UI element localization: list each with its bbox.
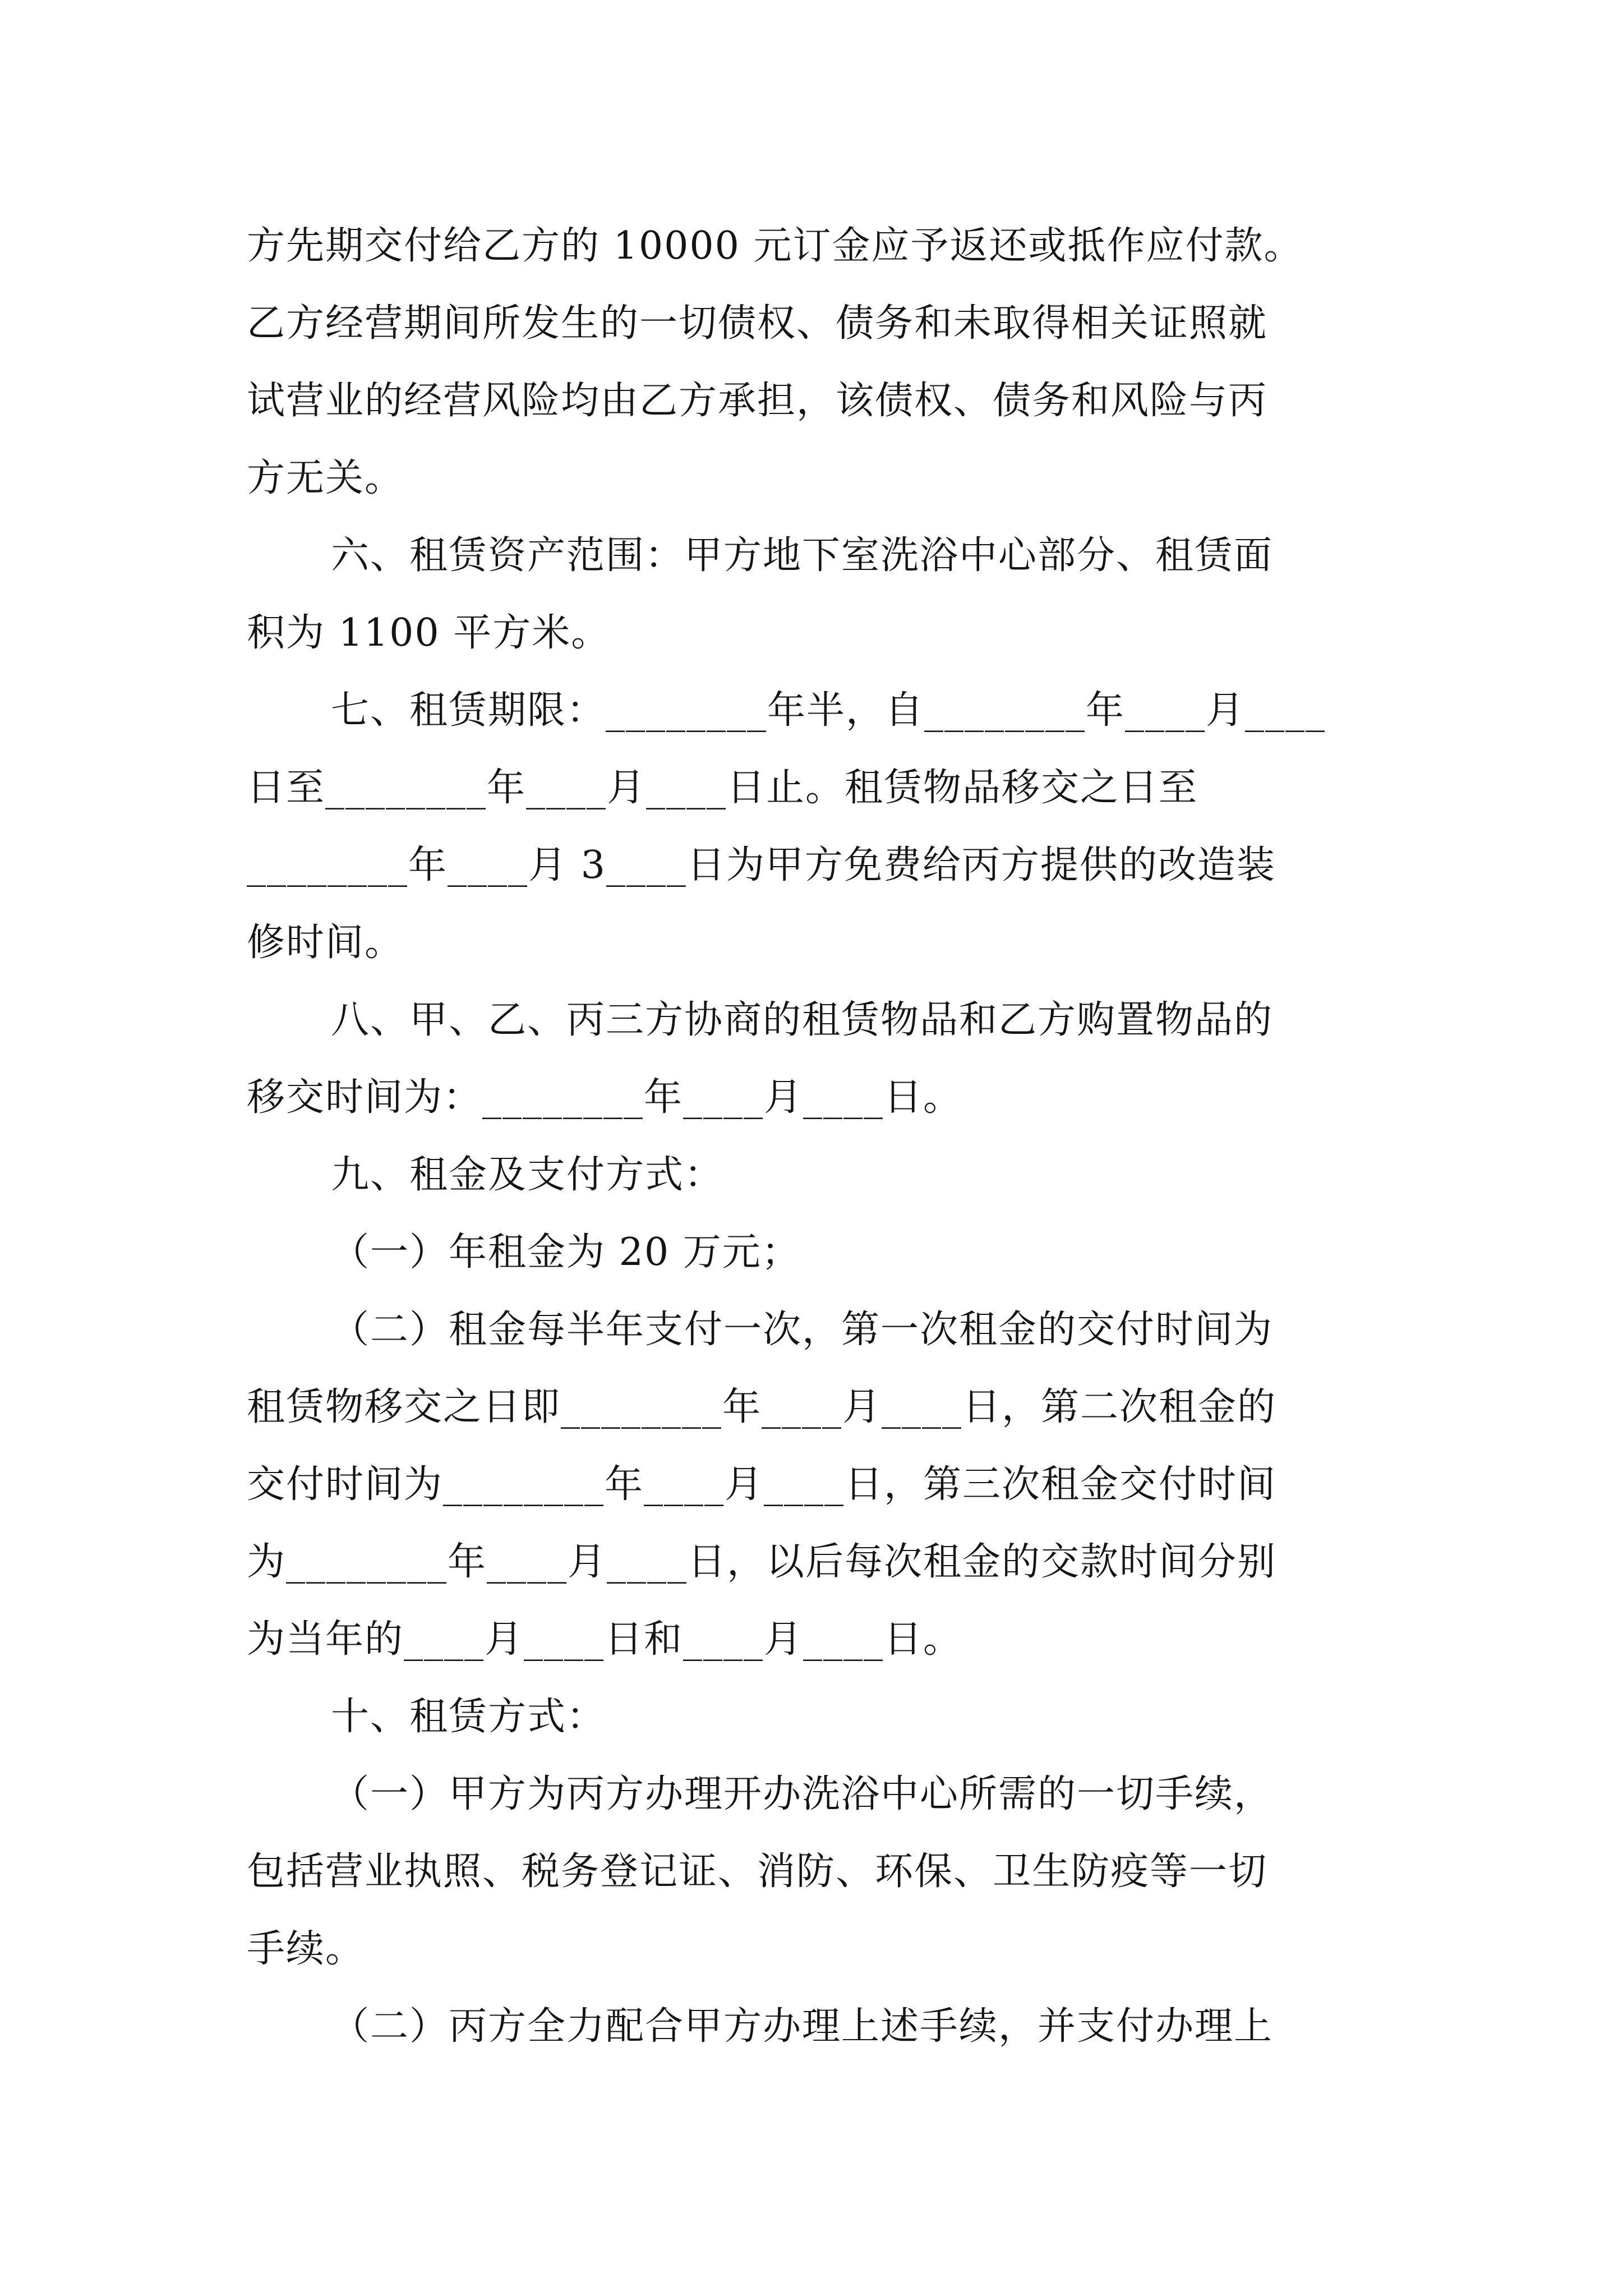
clause-8-line: 八、甲、乙、丙三方协商的租赁物品和乙方购置物品的 — [331, 998, 1274, 1042]
text-line: 修时间。 — [247, 921, 404, 965]
clause-10-heading: 十、租赁方式： — [331, 1695, 606, 1739]
text-line: 为当年的____月____日和____月____日。 — [247, 1617, 963, 1662]
clause-9-item-2: （二）租金每半年支付一次，第一次租金的交付时间为 — [331, 1308, 1274, 1352]
text-line: 方无关。 — [247, 456, 404, 500]
text-line: 方先期交付给乙方的 10000 元订金应予返还或抵作应付款。 — [247, 224, 1303, 268]
clause-9-heading: 九、租金及支付方式： — [331, 1153, 724, 1197]
text-line: ________年____月 3____日为甲方免费给丙方提供的改造装 — [247, 843, 1276, 887]
text-line: 包括营业执照、税务登记证、消防、环保、卫生防疫等一切 — [247, 1849, 1268, 1894]
clause-6-line: 六、租赁资产范围：甲方地下室洗浴中心部分、租赁面 — [331, 533, 1274, 578]
clause-10-item-1: （一）甲方为丙方办理开办洗浴中心所需的一切手续， — [331, 1772, 1274, 1816]
text-line: 手续。 — [247, 1927, 365, 1971]
text-line: 移交时间为：________年____月____日。 — [247, 1075, 963, 1120]
text-line: 交付时间为________年____月____日，第三次租金交付时间 — [247, 1462, 1277, 1507]
text-line: 乙方经营期间所发生的一切债权、债务和未取得相关证照就 — [247, 301, 1268, 346]
clause-9-item-1: （一）年租金为 20 万元； — [331, 1230, 801, 1274]
text-line: 日至________年____月____日止。租赁物品移交之日至 — [247, 766, 1198, 810]
clause-7-line: 七、租赁期限：________年半，自________年____月____ — [331, 688, 1326, 733]
text-line: 为________年____月____日，以后每次租金的交款时间分别 — [247, 1540, 1277, 1584]
text-line: 租赁物移交之日即________年____月____日，第二次租金的 — [247, 1385, 1277, 1429]
document-page — [247, 208, 1385, 2065]
text-line: 试营业的经营风险均由乙方承担，该债权、债务和风险与丙 — [247, 379, 1268, 423]
text-line: 积为 1100 平方米。 — [247, 611, 611, 655]
clause-10-item-2: （二）丙方全力配合甲方办理上述手续，并支付办理上 — [331, 2004, 1274, 2049]
